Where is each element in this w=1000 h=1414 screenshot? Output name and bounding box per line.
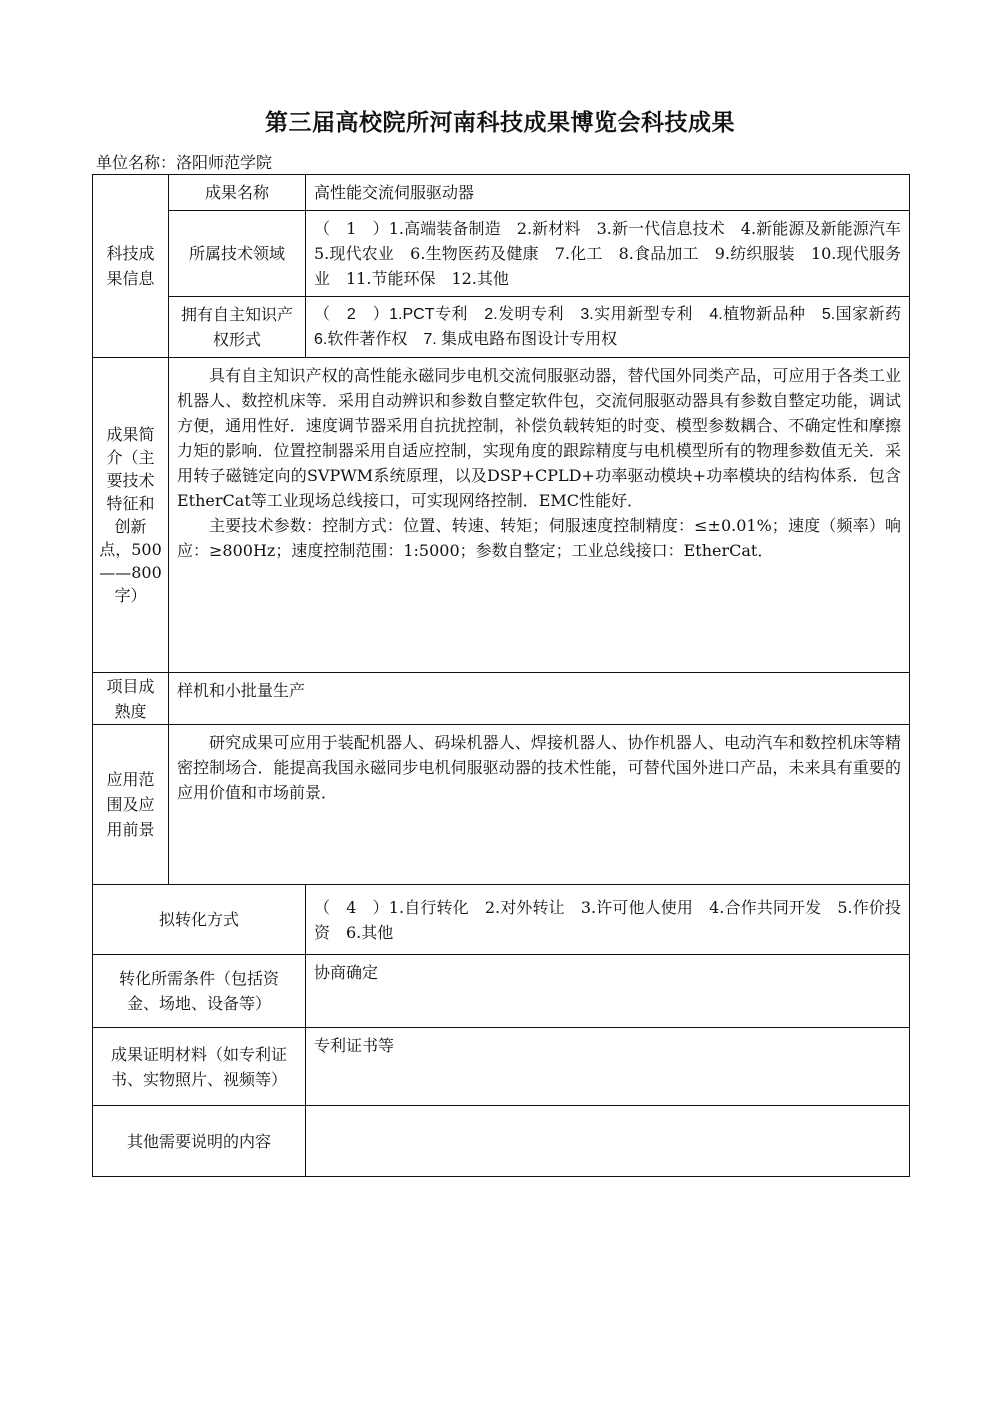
unit-name-line: 单位名称：洛阳师范学院 [96, 153, 273, 172]
application-label: 应用范围及应用前景 [93, 725, 169, 885]
maturity-label: 项目成熟度 [93, 673, 169, 725]
row-ip-form [93, 297, 910, 358]
conditions-value: 协商确定 [306, 955, 910, 1028]
row-proof [93, 1028, 910, 1106]
row-achievement-name [93, 175, 910, 211]
other-label: 其他需要说明的内容 [93, 1106, 306, 1177]
maturity-value: 样机和小批量生产 [169, 673, 910, 725]
ip-form-label: 拥有自主知识产权形式 [169, 297, 306, 358]
row-conditions [93, 955, 910, 1028]
transfer-mode-label: 拟转化方式 [93, 885, 306, 955]
tech-field-label: 所属技术领域 [169, 211, 306, 297]
summary-paragraph-2: 主要技术参数：控制方式：位置、转速、转矩；伺服速度控制精度：≤±0.01%；速度（频率）响应：≥800Hz；速度控制范围：1:5000；参数自整定；工业总线接口：EtherCat． [177, 516, 901, 560]
tech-info-group-label: 科技成果信息 [93, 175, 169, 358]
tech-field-options: （ 1 ）1.高端装备制造 2.新材料 3.新一代信息技术 4.新能源及新能源汽车 5.现代农业 6.生物医药及健康 7.化工 8.食品加工 9.纺织服装 10.现代服务业 11.节能环保 12.其他 [306, 211, 910, 297]
row-other [93, 1106, 910, 1177]
application-content [169, 725, 910, 885]
row-tech-field [93, 211, 910, 297]
proof-label: 成果证明材料（如专利证书、实物照片、视频等） [93, 1028, 306, 1106]
summary-content [169, 358, 910, 673]
conditions-label: 转化所需条件（包括资金、场地、设备等） [93, 955, 306, 1028]
row-transfer-mode [93, 885, 910, 955]
proof-value: 专利证书等 [306, 1028, 910, 1106]
row-application [93, 725, 910, 885]
ip-form-options: （ 2 ）1.PCT专利 2.发明专利 3.实用新型专利 4.植物新品种 5.国家新药 6.软件著作权 7. 集成电路布图设计专用权 [306, 297, 910, 358]
transfer-mode-options: （ 4 ）1.自行转化 2.对外转让 3.许可他人使用 4.合作共同开发 5.作价投资 6.其他 [306, 885, 910, 955]
achievement-name-value: 高性能交流伺服驱动器 [306, 175, 910, 211]
achievement-form-table [92, 174, 918, 1177]
row-summary [93, 358, 910, 673]
achievement-name-label: 成果名称 [169, 175, 306, 211]
summary-paragraph-1: 具有自主知识产权的高性能永磁同步电机交流伺服驱动器，替代国外同类产品，可应用于各类工业机器人、数控机床等．采用自动辨识和参数自整定软件包，交流伺服驱动器具有参数自整定功能，调试方便，通用性好．速度调节器采用自抗扰控制，补偿负载转矩的时变、模型参数耦合、不确定性和摩擦力矩的影响．位置控制器采用自适应控制，实现角度的跟踪精度与电机模型所有的物理参数值无关．采用转子磁链定向的SVPWM系统原理，以及DSP+CPLD+功率驱动模块+功率模块的结构体系．包含EtherCat等工业现场总线接口，可实现网络控制．EMC性能好． [177, 366, 901, 510]
row-maturity [93, 673, 910, 725]
summary-label: 成果简介（主要技术特征和创新点，500——800字） [93, 358, 169, 673]
document-title: 第三届高校院所河南科技成果博览会科技成果 [265, 109, 735, 136]
application-paragraph: 研究成果可应用于装配机器人、码垛机器人、焊接机器人、协作机器人、电动汽车和数控机床等精密控制场合．能提高我国永磁同步电机伺服驱动器的技术性能，可替代国外进口产品，未来具有重要的应用价值和市场前景． [177, 733, 901, 802]
other-value [306, 1106, 910, 1177]
